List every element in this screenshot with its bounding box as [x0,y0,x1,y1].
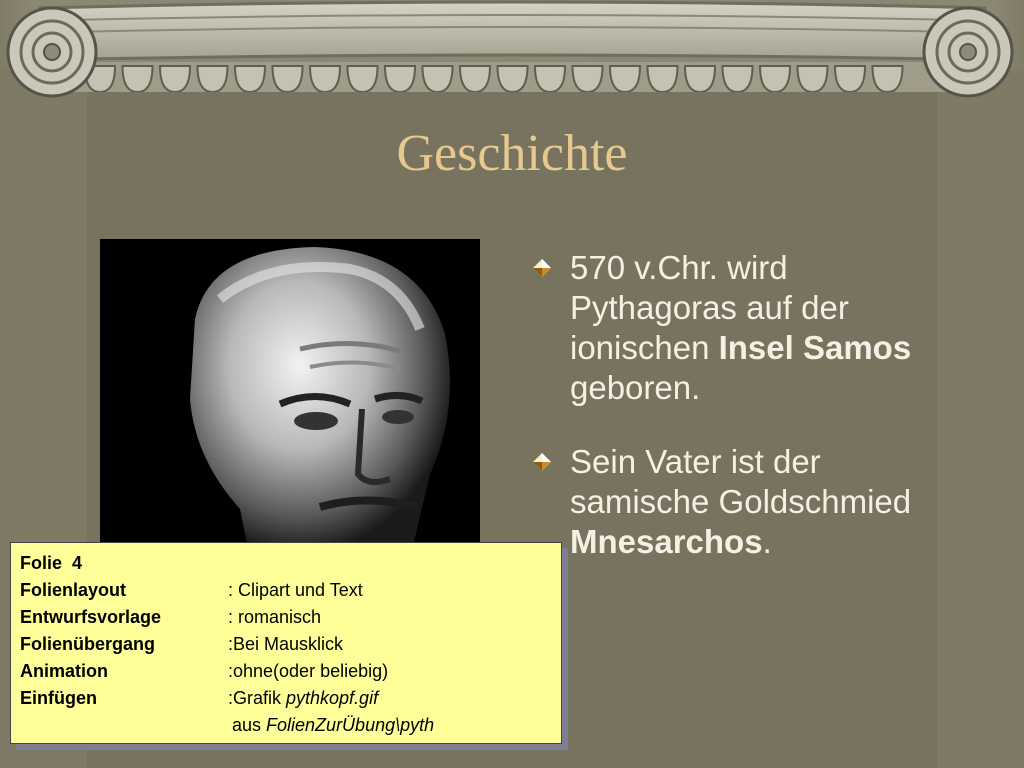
diamond-bullet-icon [532,452,552,472]
volute-icon [8,8,96,96]
capital-egg [123,66,153,92]
capital-egg [685,66,715,92]
capital-egg [273,66,303,92]
capital-egg [610,66,640,92]
notes-folie-row: Folie 4 [20,553,83,573]
capital-egg [198,66,228,92]
notes-source-row: aus FolienZurÜbung\pyth [232,715,435,735]
notes-row: Animation :ohne(oder beliebig) [20,661,389,681]
notes-row: Folienlayout : Clipart und Text [20,580,363,600]
capital-egg [835,66,865,92]
portrait-image [100,239,480,559]
capital-egg [760,66,790,92]
bullet-item [532,248,932,408]
capital-egg [798,66,828,92]
pythagoras-bust-icon [100,239,480,559]
capital-egg [648,66,678,92]
notes-row: Einfügen :Grafik pythkopf.gif [20,688,379,708]
capital-egg [873,66,903,92]
bullet-text: Sein Vater ist der samische Goldschmied Mnesarchos. [570,443,912,560]
capital-egg [535,66,565,92]
capital-egg [573,66,603,92]
capital-egg [310,66,340,92]
slide-title: Geschichte [396,125,628,182]
diamond-bullet-icon [532,258,552,278]
volute-icon [924,8,1012,96]
bullet-item [532,442,932,562]
bullet-text: 570 v.Chr. wird Pythagoras auf der ionischen Insel Samos geboren. [570,249,912,406]
capital-egg [423,66,453,92]
capital-egg [723,66,753,92]
notes-row: Entwurfsvorlage : romanisch [20,607,322,627]
bullet-list [532,248,932,596]
capital-egg [385,66,415,92]
capital-egg [460,66,490,92]
capital-egg [348,66,378,92]
capital-egg [160,66,190,92]
capital-egg [498,66,528,92]
slide-notes-box [10,542,562,744]
capital-egg [235,66,265,92]
notes-row: Folienübergang :Bei Mausklick [20,634,344,654]
